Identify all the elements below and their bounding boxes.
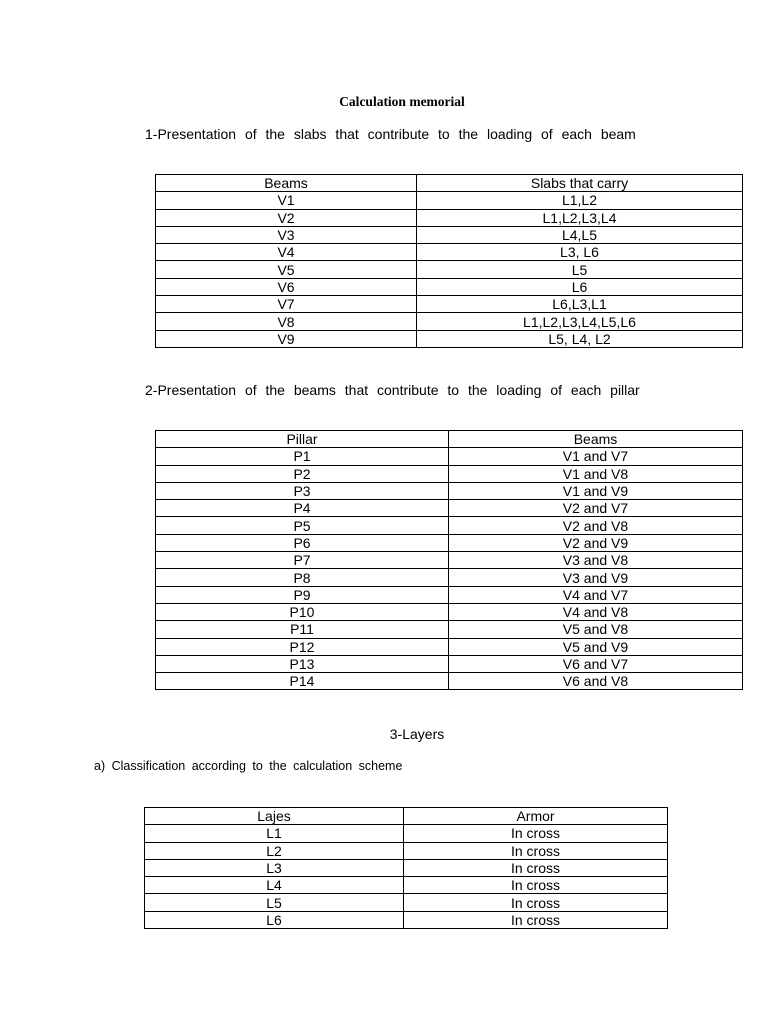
section-1-heading: 1-Presentation of the slabs that contribute to the loading of each beam <box>145 126 636 142</box>
table-row <box>156 296 743 313</box>
table-header-row <box>156 175 743 192</box>
table-row <box>156 569 743 586</box>
table-cell: P13 <box>156 655 449 672</box>
table-cell: L2 <box>145 842 404 859</box>
table-row <box>156 517 743 534</box>
table-cell: V9 <box>156 330 417 347</box>
section-3-heading: 3-Layers <box>389 726 445 742</box>
table-row <box>145 911 668 928</box>
table-cell: L5, L4, L2 <box>417 330 743 347</box>
table-row <box>145 894 668 911</box>
table-cell: In cross <box>404 911 668 928</box>
section-3-subheading: a) Classification according to the calculation scheme <box>94 759 403 773</box>
table-row <box>156 192 743 209</box>
document-title: Calculation memorial <box>339 94 465 109</box>
table-cell: V8 <box>156 313 417 330</box>
table-row <box>156 534 743 551</box>
table-cell: V6 <box>156 278 417 295</box>
table-cell: L1,L2,L3,L4 <box>417 209 743 226</box>
table-row <box>156 482 743 499</box>
table-cell: P7 <box>156 552 449 569</box>
table-row <box>156 209 743 226</box>
table-cell: P12 <box>156 638 449 655</box>
table-cell: L1,L2 <box>417 192 743 209</box>
table-row <box>156 226 743 243</box>
beams-slabs-table <box>155 174 743 348</box>
table-cell: V4 and V7 <box>449 586 743 603</box>
table-cell: V3 <box>156 226 417 243</box>
table-cell: V2 and V7 <box>449 500 743 517</box>
table-cell: P6 <box>156 534 449 551</box>
table-row <box>145 859 668 876</box>
table-row <box>156 500 743 517</box>
table-cell: P8 <box>156 569 449 586</box>
table-cell: P5 <box>156 517 449 534</box>
table-cell: L1 <box>145 825 404 842</box>
table-cell: V1 and V7 <box>449 448 743 465</box>
table-cell: V1 <box>156 192 417 209</box>
table-row <box>156 552 743 569</box>
table-row <box>145 877 668 894</box>
table-cell: P3 <box>156 482 449 499</box>
table-cell: L4,L5 <box>417 226 743 243</box>
table-cell: In cross <box>404 842 668 859</box>
table-row <box>145 825 668 842</box>
table-cell: L6 <box>145 911 404 928</box>
table-cell: L3, L6 <box>417 244 743 261</box>
column-header: Pillar <box>156 431 449 448</box>
table-cell: L1,L2,L3,L4,L5,L6 <box>417 313 743 330</box>
table-row <box>156 330 743 347</box>
table-row <box>156 621 743 638</box>
table-header-row <box>145 808 668 825</box>
table-cell: V2 <box>156 209 417 226</box>
table-row <box>156 278 743 295</box>
table-row <box>156 448 743 465</box>
table-cell: V1 and V9 <box>449 482 743 499</box>
slabs-armor-table <box>144 807 668 929</box>
table-cell: P1 <box>156 448 449 465</box>
column-header: Slabs that carry <box>417 175 743 192</box>
table-cell: In cross <box>404 859 668 876</box>
column-header: Armor <box>404 808 668 825</box>
table-cell: V2 and V9 <box>449 534 743 551</box>
table-row <box>156 465 743 482</box>
table-row <box>156 638 743 655</box>
table-cell: In cross <box>404 877 668 894</box>
table-cell: V6 and V8 <box>449 673 743 690</box>
table-cell: V3 and V9 <box>449 569 743 586</box>
table-cell: L6 <box>417 278 743 295</box>
table-cell: V4 <box>156 244 417 261</box>
table-header-row <box>156 431 743 448</box>
table-cell: P11 <box>156 621 449 638</box>
table-cell: P14 <box>156 673 449 690</box>
table-cell: P10 <box>156 603 449 620</box>
table-row <box>156 586 743 603</box>
table-cell: L3 <box>145 859 404 876</box>
table-cell: P4 <box>156 500 449 517</box>
column-header: Beams <box>449 431 743 448</box>
table-cell: V5 <box>156 261 417 278</box>
table-cell: V5 and V9 <box>449 638 743 655</box>
table-cell: V4 and V8 <box>449 603 743 620</box>
section-2-heading: 2-Presentation of the beams that contribute to the loading of each pillar <box>145 382 640 398</box>
table-row <box>145 842 668 859</box>
table-cell: V1 and V8 <box>449 465 743 482</box>
table-row <box>156 673 743 690</box>
table-cell: V7 <box>156 296 417 313</box>
table-cell: L6,L3,L1 <box>417 296 743 313</box>
table-cell: P2 <box>156 465 449 482</box>
table-row <box>156 655 743 672</box>
table-cell: V2 and V8 <box>449 517 743 534</box>
table-cell: V6 and V7 <box>449 655 743 672</box>
table-cell: In cross <box>404 825 668 842</box>
table-cell: L4 <box>145 877 404 894</box>
table-row <box>156 244 743 261</box>
table-row <box>156 603 743 620</box>
pillars-beams-table <box>155 430 743 690</box>
table-cell: L5 <box>145 894 404 911</box>
table-cell: P9 <box>156 586 449 603</box>
table-cell: V3 and V8 <box>449 552 743 569</box>
column-header: Lajes <box>145 808 404 825</box>
table-cell: V5 and V8 <box>449 621 743 638</box>
table-cell: L5 <box>417 261 743 278</box>
table-row <box>156 313 743 330</box>
table-row <box>156 261 743 278</box>
table-cell: In cross <box>404 894 668 911</box>
column-header: Beams <box>156 175 417 192</box>
